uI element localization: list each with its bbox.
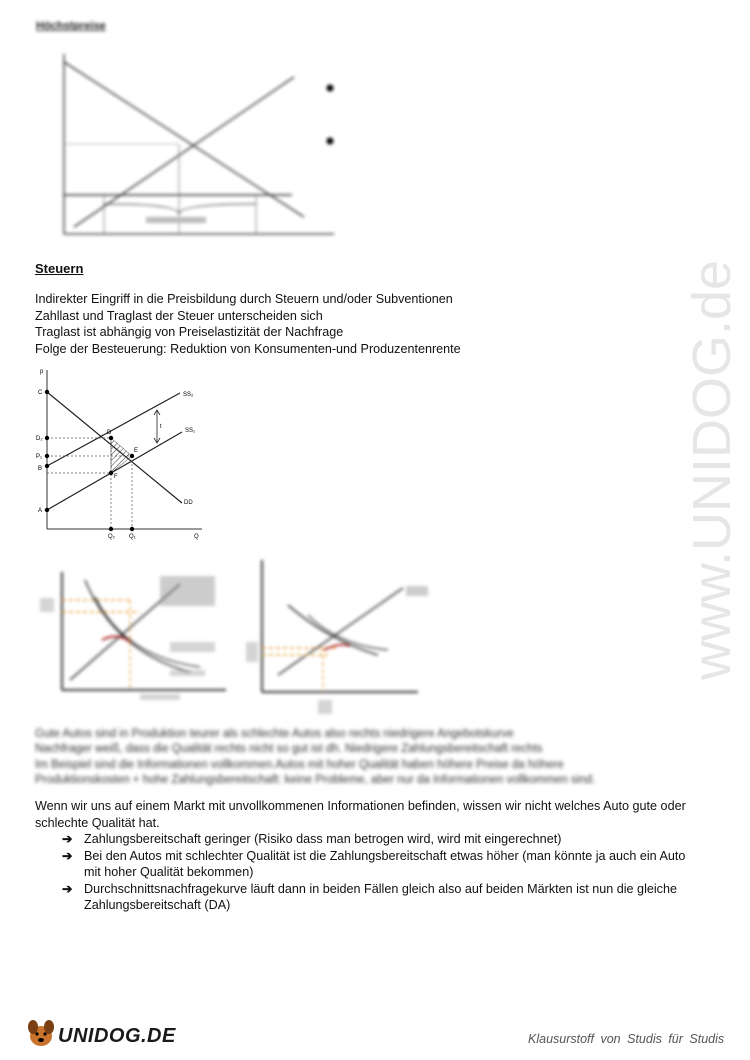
label-c: C bbox=[38, 390, 43, 396]
label-e: E bbox=[134, 448, 139, 454]
watermark: www.UNIDOG.de bbox=[682, 259, 742, 681]
list-item bbox=[62, 848, 692, 881]
label-q: Q bbox=[194, 534, 199, 540]
label-ss1: SS₁ bbox=[185, 428, 196, 434]
footer-tagline: Klausurstoff von Studis für Studis bbox=[528, 1032, 725, 1046]
section-title: Steuern bbox=[35, 261, 84, 276]
label-d: D bbox=[107, 430, 112, 436]
label-f: F bbox=[114, 474, 118, 480]
blurred-line: Nachfrager weiß, dass die Qualität rechts nicht so gut ist dh. Niedrigere Zahlungsbereitschaft rechts bbox=[35, 743, 543, 756]
blurred-line: Gute Autos sind in Produktion teurer als schlechte Autos also rechts niedrigere Angebotskurve bbox=[35, 728, 514, 740]
list-item bbox=[62, 831, 692, 848]
dog-logo-icon bbox=[24, 1016, 58, 1050]
page-heading: Höchstpreise bbox=[36, 20, 106, 32]
label-p1: P₁ bbox=[36, 454, 43, 460]
right-arrow-icon: ➔ bbox=[62, 832, 73, 846]
list-item-text: Bei den Autos mit schlechter Qualität ist die Zahlungsbereitschaft etwas höher (man könnte ja auch ein Auto mit hoher Qualität bekommen) bbox=[84, 848, 686, 879]
blurred-line: Im Beispiel sind die Informationen vollkommen.Autos mit hoher Qualität haben höhere Preise da höhere bbox=[35, 758, 564, 771]
right-arrow-icon: ➔ bbox=[62, 848, 73, 863]
blurred-paragraph bbox=[35, 727, 675, 789]
label-b: B bbox=[38, 466, 43, 472]
bullet-list bbox=[62, 831, 692, 914]
list-item-text: Durchschnittsnachfragekurve läuft dann in beiden Fällen gleich also auf beiden Märkten ist nun die gleiche Zahlungsbereitschaft (DA) bbox=[84, 881, 677, 912]
market-chart-left bbox=[30, 562, 230, 722]
label-q1: Q₁ bbox=[129, 534, 136, 540]
label-dd: DD bbox=[184, 500, 193, 506]
section-line-4: Folge der Besteuerung: Reduktion von Konsumenten-und Produzentenrente bbox=[35, 341, 461, 356]
label-a: A bbox=[38, 508, 43, 514]
list-item bbox=[62, 881, 692, 914]
right-arrow-icon: ➔ bbox=[62, 881, 73, 896]
main-paragraph: Wenn wir uns auf einem Markt mit unvollkommenen Informationen befinden, wissen wir nicht welches Auto gute oder schlechte Qualität hat. bbox=[35, 799, 686, 830]
footer-logo: UNIDOG.DE bbox=[58, 1025, 176, 1047]
market-chart-right bbox=[228, 550, 428, 730]
label-q2: Q₂ bbox=[108, 534, 115, 540]
section-line-2: Zahllast und Traglast der Steuer unterscheiden sich bbox=[35, 308, 323, 323]
axis-p-label: p bbox=[40, 369, 44, 375]
label-ss2: SS₂ bbox=[183, 392, 194, 398]
section-line-1: Indirekter Eingriff in die Preisbildung durch Steuern und/oder Subventionen bbox=[35, 292, 453, 306]
tax-incidence-chart bbox=[34, 362, 210, 542]
list-item-text: Zahlungsbereitschaft geringer (Risiko dass man betrogen wird, wird mit eingerechnet) bbox=[84, 832, 562, 846]
section-line-3: Traglast ist abhängig von Preiselastizität der Nachfrage bbox=[35, 325, 344, 339]
label-d2: D₂ bbox=[36, 436, 43, 442]
blurred-line: Produktionskosten + hohe Zahlungsbereitschaft: keine Probleme, aber nur da Informationen vollkommen sind. bbox=[35, 774, 596, 787]
label-t: t bbox=[160, 424, 162, 430]
price-ceiling-chart bbox=[34, 42, 354, 250]
